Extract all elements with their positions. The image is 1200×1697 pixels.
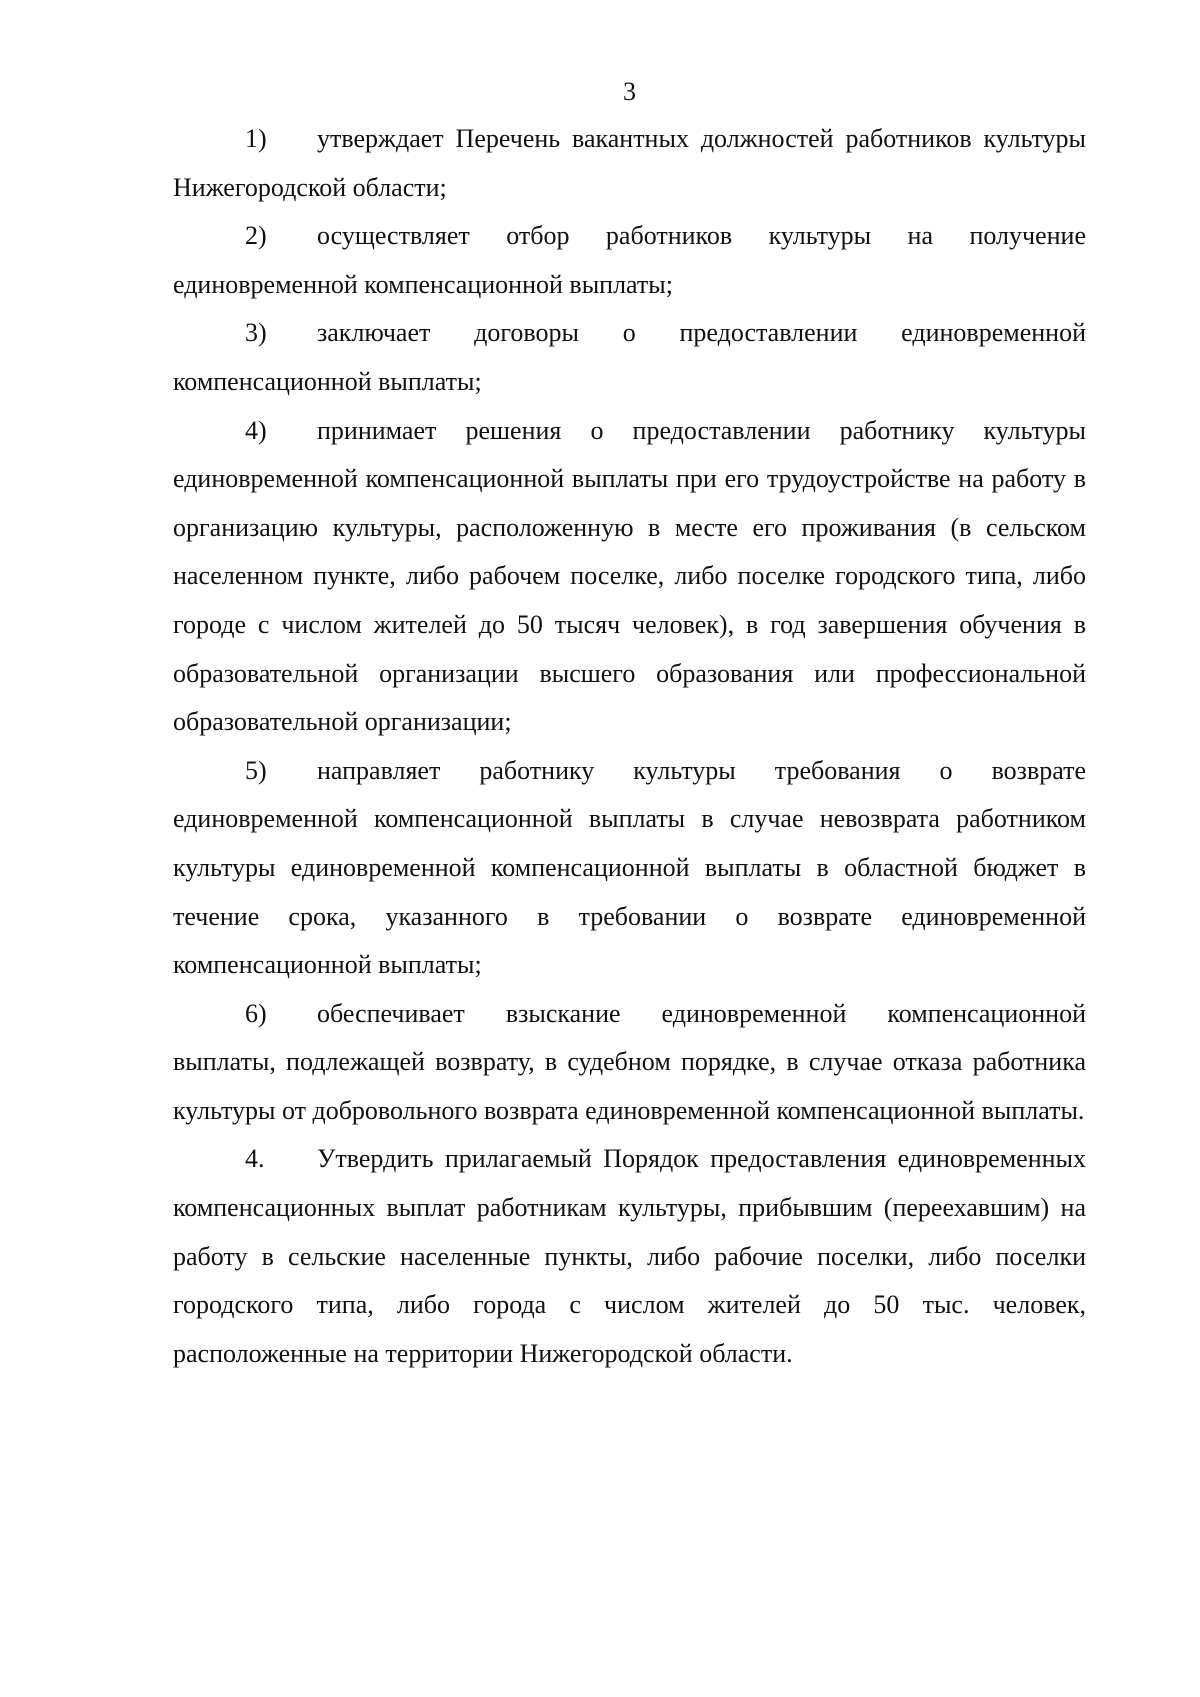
page-number: 3	[623, 77, 636, 106]
list-item	[173, 747, 1086, 990]
item-text: утверждает Перечень вакантных должностей работников культуры Нижегородской области;	[173, 124, 1086, 202]
item-number: 3)	[245, 318, 267, 348]
item-number: 2)	[245, 221, 267, 251]
list-item	[173, 115, 1086, 212]
item-text: осуществляет отбор работников культуры на получение единовременной компенсационной выплаты;	[173, 221, 1086, 299]
item-text: обеспечивает взыскание единовременной компенсационной выплаты, подлежащей возврату, в судебном порядке, в случае отказа работника культуры от добровольного возврата единовременной компенсационной выплаты.	[173, 998, 1086, 1125]
item-number: 4.	[245, 1144, 265, 1174]
document-body	[173, 115, 1086, 1378]
item-text: заключает договоры о предоставлении единовременной компенсационной выплаты;	[173, 318, 1086, 396]
item-number: 6)	[245, 998, 267, 1028]
item-number: 5)	[245, 755, 267, 785]
list-item	[173, 407, 1086, 747]
item-text: принимает решения о предоставлении работнику культуры единовременной компенсационной выплаты при его трудоустройстве на работу в организацию культуры, расположенную в месте его проживания (в сельском населенном пункте, либо рабочем поселке, либо поселке городского типа, либо городе с числом жителей до 50 тысяч человек), в год завершения обучения в образовательной организации высшего образования или профессиональной образовательной организации;	[173, 415, 1086, 737]
list-item	[173, 212, 1086, 309]
item-number: 1)	[245, 124, 267, 153]
item-text: направляет работнику культуры требования о возврате единовременной компенсационной выплаты в случае невозврата работником культуры единовременной компенсационной выплаты в областной бюджет в течение срока, указанного в требовании о возврате единовременной компенсационной выплаты;	[173, 755, 1086, 980]
list-item	[173, 990, 1086, 1136]
list-item	[173, 309, 1086, 406]
item-number: 4)	[245, 415, 267, 445]
item-text: Утвердить прилагаемый Порядок предоставления единовременных компенсационных выплат работникам культуры, прибывшим (переехавшим) на работу в сельские населенные пункты, либо рабочие поселки, либо поселки городского типа, либо города с числом жителей до 50 тыс. человек, расположенные на территории Нижегородской области.	[173, 1144, 1086, 1368]
section-paragraph	[173, 1135, 1086, 1378]
